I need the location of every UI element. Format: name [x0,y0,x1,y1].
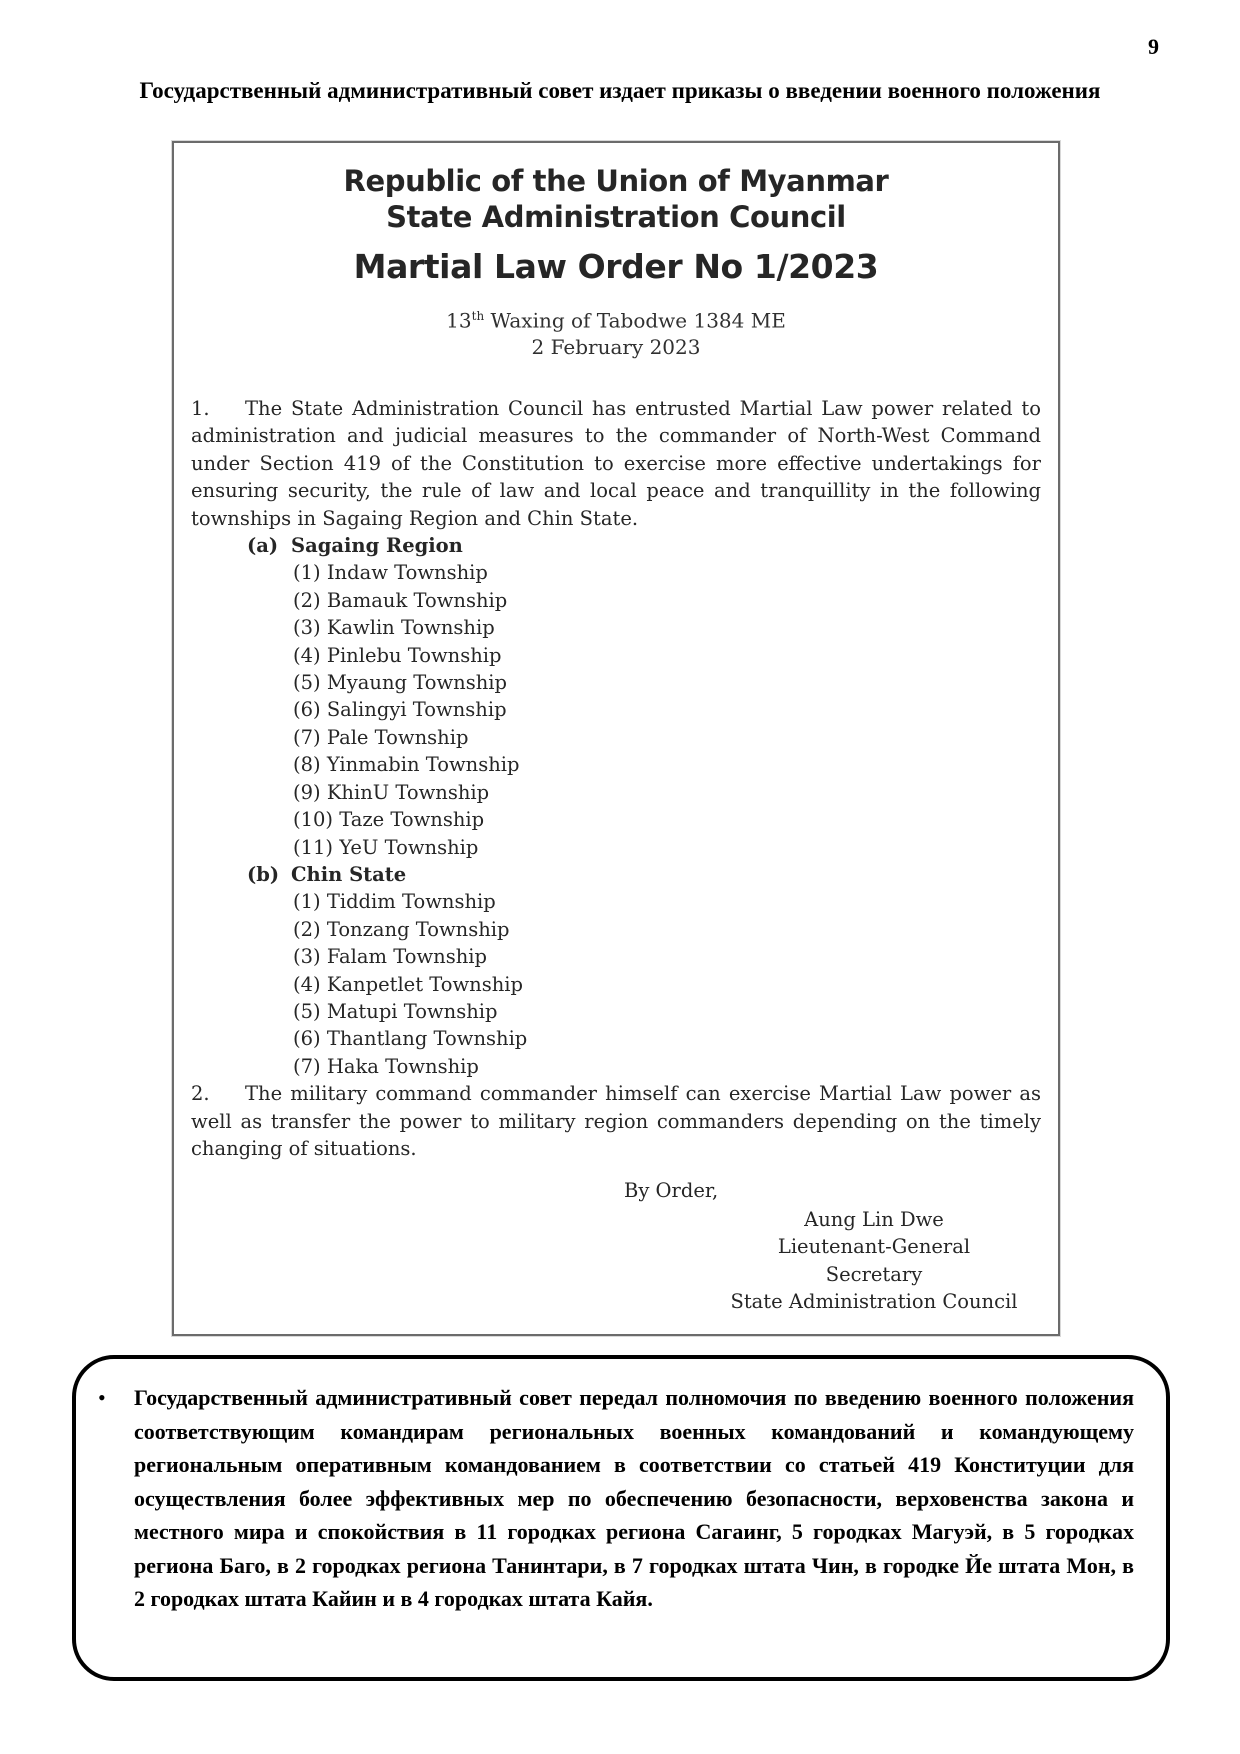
township-name: Haka Township [326,1054,479,1078]
township-index: (11) [293,835,334,859]
township-index: (5) [293,999,321,1023]
date-rest: Waxing of Tabodwe 1384 ME [484,308,786,333]
township-name: Tonzang Township [326,917,510,941]
page-number: 9 [1148,34,1159,59]
sagaing-township-item [191,642,1041,669]
township-index: (9) [293,780,321,804]
chin-township-item [191,971,1041,998]
region-b-letter: (b) [247,862,280,886]
township-name: Yinmabin Township [326,753,520,777]
township-name: Thantlang Township [326,1027,528,1051]
by-order: By Order, [624,1179,719,1202]
paragraph-1-number: 1. [191,397,210,420]
township-index: (2) [293,917,321,941]
township-index: (7) [293,1054,321,1078]
township-index: (6) [293,698,321,722]
gregorian-date: 2 February 2023 [531,334,701,359]
township-name: Pinlebu Township [326,643,502,667]
township-index: (4) [293,972,321,996]
region-chin [191,861,1041,888]
township-name: Myaung Township [326,671,508,695]
township-name: Taze Township [339,808,485,832]
sagaing-township-item [191,614,1041,641]
date-day: 13 [446,308,472,333]
order-body [191,395,1041,1162]
chin-township-list [191,888,1041,1080]
township-name: YeU Township [339,835,479,859]
myanmar-date [174,303,1058,334]
signature-block [719,1206,1029,1315]
sagaing-township-item [191,724,1041,751]
township-index: (4) [293,643,321,667]
township-name: Matupi Township [326,999,498,1023]
martial-law-order-scan [172,141,1060,1336]
sagaing-township-item [191,806,1041,833]
township-name: Bamauk Township [326,588,508,612]
sagaing-township-item [191,751,1041,778]
township-name: Indaw Township [326,561,488,585]
sagaing-township-item [191,834,1041,861]
chin-township-item [191,1025,1041,1052]
paragraph-2-text: The military command commander himself can exercise Martial Law power as well as transfer the power to military region commanders depending on the timely changing of situations. [191,1082,1041,1160]
sagaing-township-list [191,559,1041,860]
township-name: Kawlin Township [326,616,495,640]
sagaing-township-item [191,587,1041,614]
township-name: KhinU Township [326,780,490,804]
date-suffix: th [471,309,485,323]
township-index: (1) [293,561,321,585]
township-name: Tiddim Township [326,890,496,914]
order-date [174,303,1058,360]
township-index: (2) [293,588,321,612]
township-index: (3) [293,616,321,640]
republic-title: Republic of the Union of Myanmar [343,164,889,198]
council-title: State Administration Council [386,200,846,234]
summary-box [72,1355,1170,1681]
sagaing-township-item [191,559,1041,586]
township-index: (6) [293,1027,321,1051]
township-index: (5) [293,671,321,695]
sagaing-township-item [191,779,1041,806]
township-name: Falam Township [326,945,487,969]
region-a-name: Sagaing Region [291,534,463,558]
chin-township-item [191,888,1041,915]
paragraph-2-number: 2. [191,1082,210,1106]
region-b-name: Chin State [291,862,407,886]
chin-township-item [191,943,1041,970]
township-name: Pale Township [326,725,469,749]
township-index: (7) [293,725,321,749]
township-index: (3) [293,945,321,969]
township-index: (10) [293,808,334,832]
order-title: Martial Law Order No 1/2023 [353,247,879,286]
signatory-post: Secretary [825,1262,923,1286]
sagaing-township-item [191,669,1041,696]
sagaing-township-item [191,696,1041,723]
page-heading: Государственный административный совет издает приказы о введении военного положения [139,78,1101,103]
paragraph-1 [191,395,1041,532]
region-a-letter: (a) [247,534,279,558]
township-name: Salingyi Township [326,698,507,722]
chin-township-item [191,1053,1041,1080]
paragraph-1-text: The State Administration Council has entrusted Martial Law power related to administration and judicial measures to the commander of North-West Command under Section 419 of the Constitution to exercise more effective undertakings for ensuring security, the rule of law and local peace and tranquillity in the following townships in Sagaing Region and Chin State. [191,397,1041,530]
chin-township-item [191,916,1041,943]
bullet-icon: • [98,1385,106,1410]
township-name: Kanpetlet Township [326,972,524,996]
signatory-org: State Administration Council [730,1289,1018,1313]
summary-text: Государственный административный совет передал полномочия по введению военного положения соответствующим командирам региональных военных командований и командующему региональным оперативным командованием в соответствии со статьей 419 Конституции для осуществления более эффективных мер по обеспечению безопасности, верховенства закона и местного мира и спокойствия в 11 городках региона Сагаинг, 5 городках Магуэй, в 5 городках региона Баго, в 2 городках региона Танинтари, в 7 городках штата Чин, в городке Йе штата Мон, в 2 городках штата Кайин и в 4 городках штата Кайя. [134,1385,1134,1611]
chin-township-item [191,998,1041,1025]
signatory-name: Aung Lin Dwe [804,1208,944,1231]
paragraph-2 [191,1080,1041,1162]
signatory-rank: Lieutenant-General [777,1235,971,1259]
township-index: (1) [293,890,321,914]
township-index: (8) [293,753,321,777]
order-header [174,163,1058,360]
region-sagaing [191,532,1041,559]
